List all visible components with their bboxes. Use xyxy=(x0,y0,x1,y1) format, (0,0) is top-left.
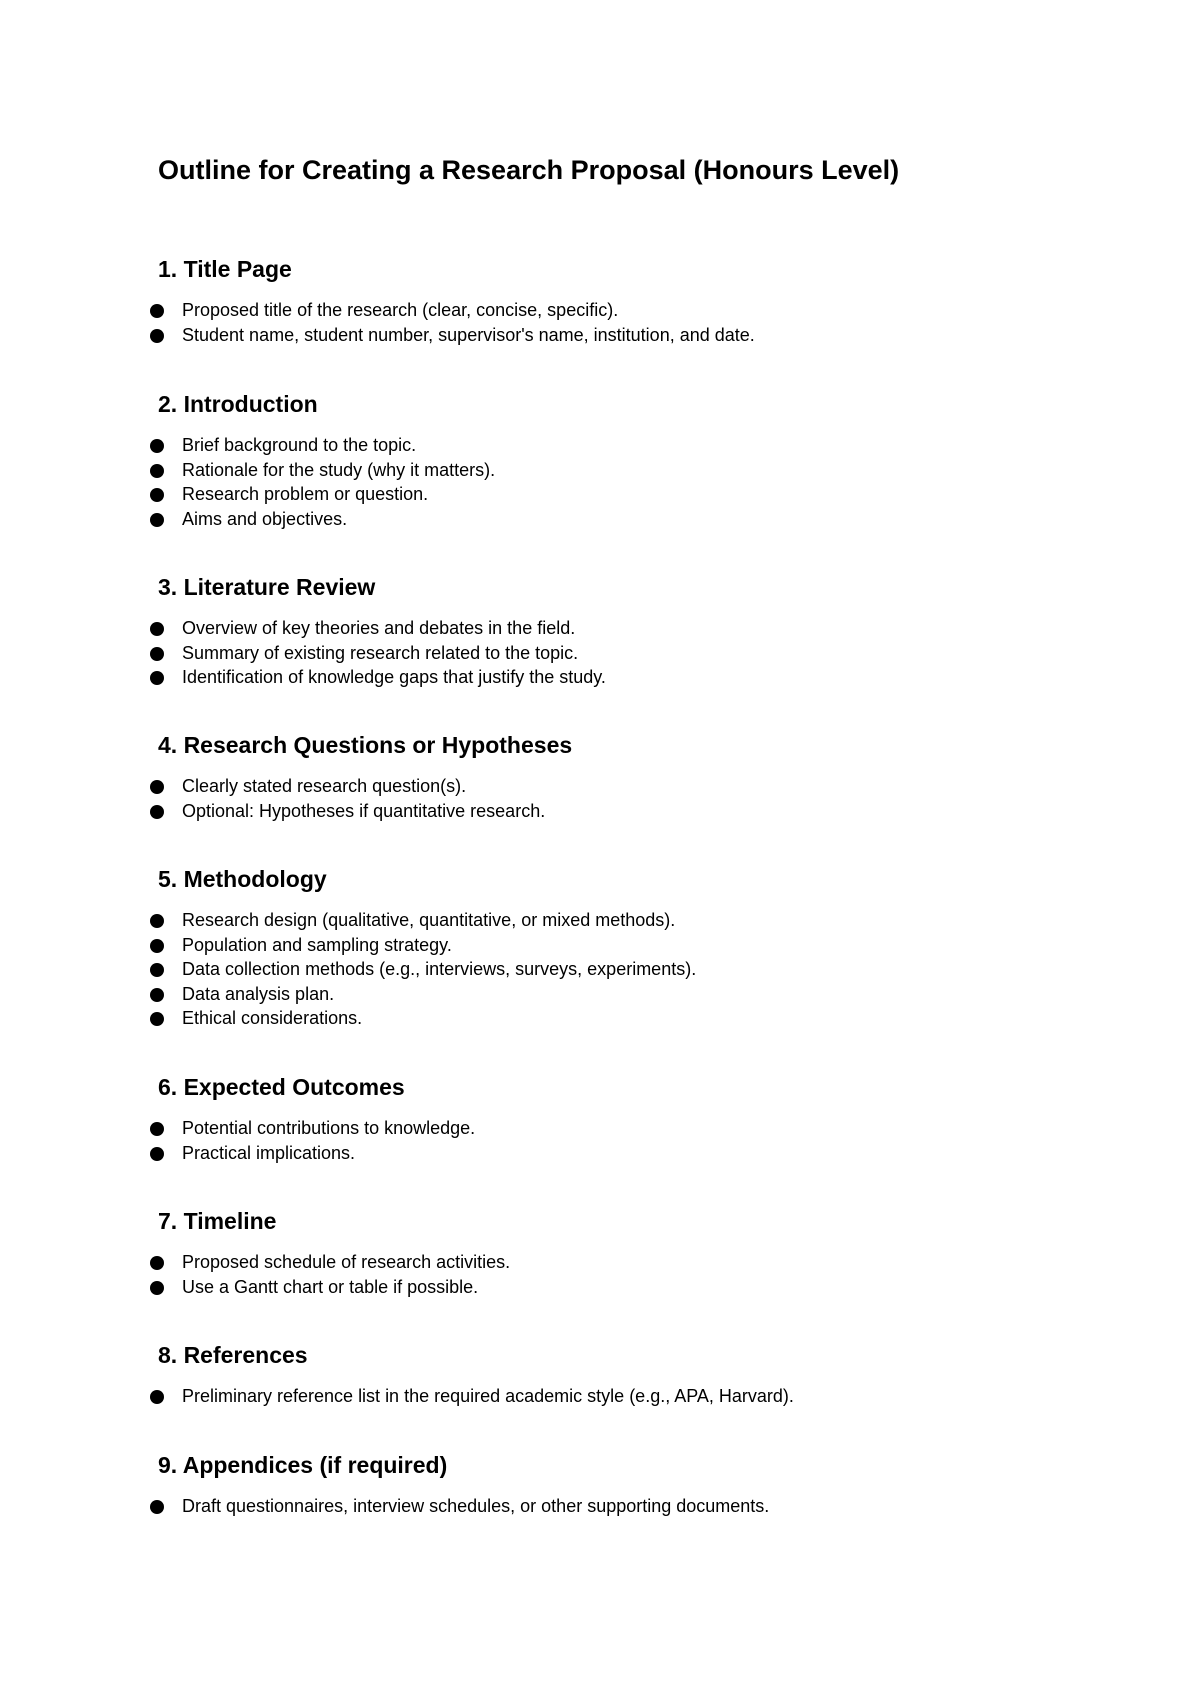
list-item-text: Proposed schedule of research activities. xyxy=(182,1252,511,1272)
section-heading: 1. Title Page xyxy=(158,256,292,282)
list-item-text: Draft questionnaires, interview schedules, or other supporting documents. xyxy=(182,1496,770,1516)
bullet-icon xyxy=(150,988,164,1002)
bullet-icon xyxy=(150,1122,164,1136)
section-heading: 4. Research Questions or Hypotheses xyxy=(158,732,573,758)
section-heading: 6. Expected Outcomes xyxy=(158,1074,405,1100)
bullet-icon xyxy=(150,488,164,502)
list-item-text: Brief background to the topic. xyxy=(182,435,417,455)
section-heading: 3. Literature Review xyxy=(158,574,376,600)
bullet-icon xyxy=(150,464,164,478)
list-item-text: Population and sampling strategy. xyxy=(182,934,452,955)
bullet-icon xyxy=(150,780,164,794)
bullet-icon xyxy=(150,1281,164,1295)
bullet-icon xyxy=(150,1012,164,1026)
bullet-icon xyxy=(150,329,164,343)
list-item-text: Preliminary reference list in the required academic style (e.g., APA, Harvard). xyxy=(182,1386,794,1406)
list-item-text: Practical implications. xyxy=(182,1142,356,1163)
list-item-text: Research problem or question. xyxy=(182,484,429,504)
section-heading: 2. Introduction xyxy=(158,391,318,417)
bullet-icon xyxy=(150,939,164,953)
bullet-icon xyxy=(150,1147,164,1161)
section-heading: 9. Appendices (if required) xyxy=(158,1452,448,1478)
bullet-icon xyxy=(150,439,164,453)
section-heading: 5. Methodology xyxy=(158,866,327,892)
list-item-text: Aims and objectives. xyxy=(182,508,348,529)
bullet-icon xyxy=(150,1256,164,1270)
list-item-text: Ethical considerations. xyxy=(182,1008,363,1028)
list-item-text: Student name, student number, supervisor's name, institution, and date. xyxy=(182,324,755,345)
document-title: Outline for Creating a Research Proposal (Honours Level) xyxy=(158,155,900,185)
bullet-icon xyxy=(150,1390,164,1404)
list-item-text: Data collection methods (e.g., interviews, surveys, experiments). xyxy=(182,959,697,979)
list-item-text: Rationale for the study (why it matters). xyxy=(182,459,496,480)
bullet-icon xyxy=(150,1500,164,1514)
bullet-icon xyxy=(150,513,164,527)
bullet-icon xyxy=(150,622,164,636)
list-item-text: Summary of existing research related to the topic. xyxy=(182,642,579,663)
list-item-text: Potential contributions to knowledge. xyxy=(182,1118,476,1138)
bullet-icon xyxy=(150,647,164,661)
list-item-text: Optional: Hypotheses if quantitative research. xyxy=(182,800,546,821)
list-item-text: Research design (qualitative, quantitative, or mixed methods). xyxy=(182,910,676,930)
list-item-text: Data analysis plan. xyxy=(182,983,335,1004)
list-item-text: Clearly stated research question(s). xyxy=(182,776,467,796)
bullet-icon xyxy=(150,963,164,977)
list-item-text: Use a Gantt chart or table if possible. xyxy=(182,1276,479,1297)
list-item-text: Proposed title of the research (clear, concise, specific). xyxy=(182,300,619,320)
list-item-text: Overview of key theories and debates in the field. xyxy=(182,618,576,638)
bullet-icon xyxy=(150,805,164,819)
section-heading: 7. Timeline xyxy=(158,1208,277,1234)
bullet-icon xyxy=(150,914,164,928)
list-item-text: Identification of knowledge gaps that justify the study. xyxy=(182,667,606,687)
bullet-icon xyxy=(150,304,164,318)
section-heading: 8. References xyxy=(158,1342,308,1368)
bullet-icon xyxy=(150,671,164,685)
